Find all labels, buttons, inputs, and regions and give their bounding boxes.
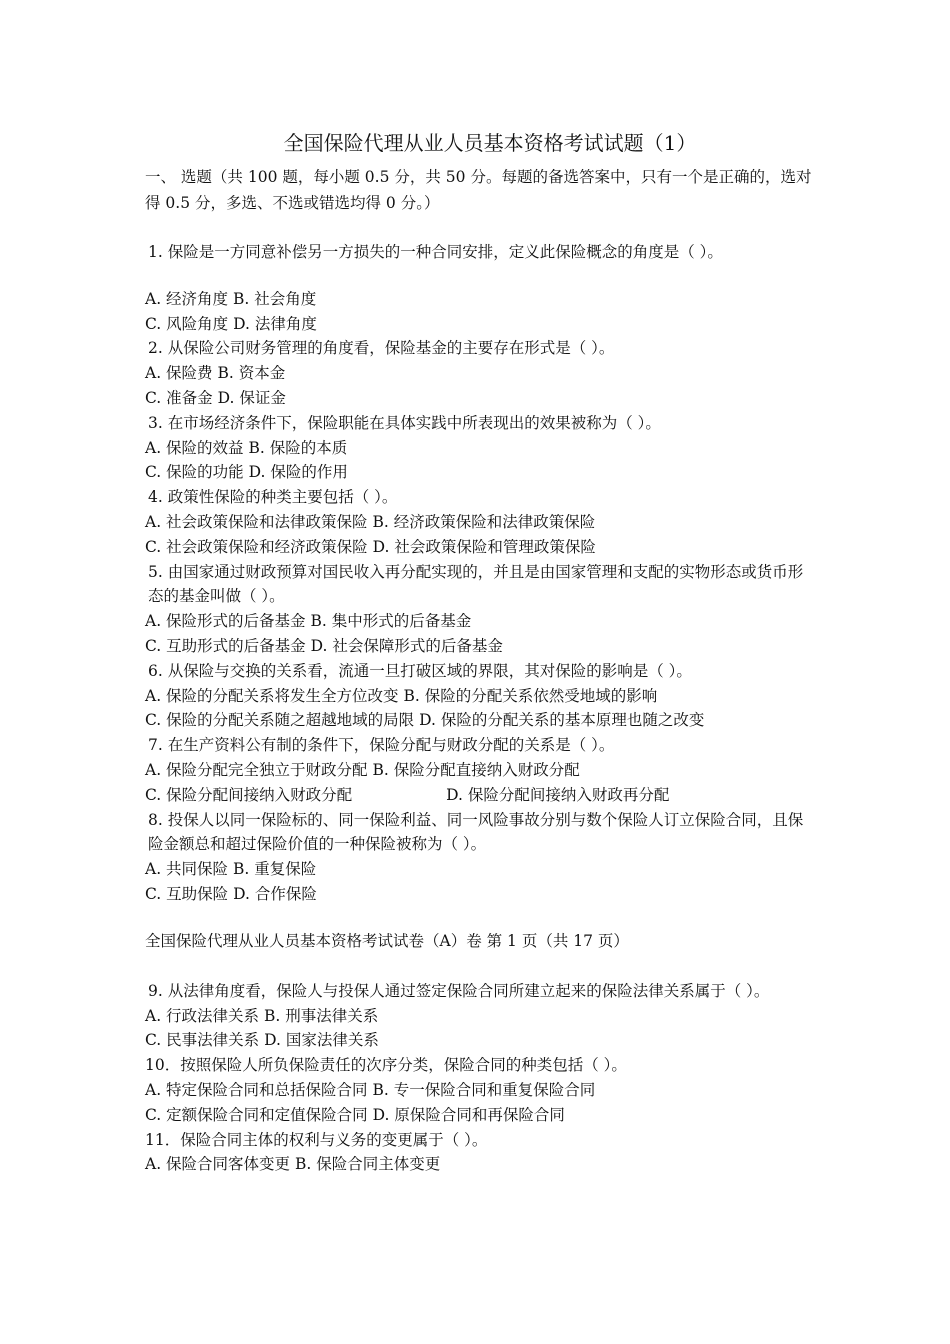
options-8a: A. 共同保险 B. 重复保险 — [145, 860, 317, 879]
options-6a: A. 保险的分配关系将发生全方位改变 B. 保险的分配关系依然受地域的影响 — [145, 686, 658, 705]
options-5a: A. 保险形式的后备基金 B. 集中形式的后备基金 — [145, 612, 472, 631]
page-footer: 全国保险代理从业人员基本资格考试试卷（A）卷 第 1 页（共 17 页） — [145, 931, 629, 950]
question-1: 1. 保险是一方同意补偿另一方损失的一种合同安排，定义此保险概念的角度是（ ）。 — [148, 243, 723, 261]
options-6b: C. 保险的分配关系随之超越地域的局限 D. 保险的分配关系的基本原理也随之改变 — [145, 711, 705, 730]
question-11: 11．保险合同主体的权利与义务的变更属于（ ）。 — [145, 1130, 488, 1149]
options-7a: A. 保险分配完全独立于财政分配 B. 保险分配直接纳入财政分配 — [145, 760, 580, 779]
option-7c: C. 保险分配间接纳入财政分配 — [145, 785, 353, 804]
options-1a: A. 经济角度 B. 社会角度 — [145, 289, 317, 308]
question-9: 9. 从法律角度看，保险人与投保人通过签定保险合同所建立起来的保险法律关系属于（ ）。 — [148, 981, 770, 1000]
question-4: 4. 政策性保险的种类主要包括（ ）。 — [148, 488, 398, 507]
options-4a: A. 社会政策保险和法律政策保险 B. 经济政策保险和法律政策保险 — [145, 512, 596, 531]
options-2a: A. 保险费 B. 资本金 — [145, 364, 286, 383]
question-10: 10．按照保险人所负保险责任的次序分类，保险合同的种类包括（ ）。 — [145, 1056, 627, 1075]
option-7d: D. 保险分配间接纳入财政再分配 — [446, 785, 670, 804]
question-5: 5. 由国家通过财政预算对国民收入再分配实现的，并且是由国家管理和支配的实物形态或货币形态的基金叫做（ ）。 — [148, 562, 804, 606]
options-10b: C. 定额保险合同和定值保险合同 D. 原保险合同和再保险合同 — [145, 1105, 565, 1124]
question-8: 8. 投保人以同一保险标的、同一保险利益、同一风险事故分别与数个保险人订立保险合同，且保险金额总和超过保险价值的一种保险被称为（ ）。 — [148, 810, 804, 854]
options-9a: A. 行政法律关系 B. 刑事法律关系 — [145, 1006, 379, 1025]
section-intro: 一、 选题（共 100 题，每小题 0.5 分，共 50 分。每题的备选答案中，只有一个是正确的，选对得 0.5 分，多选、不选或错选均得 0 分。） — [145, 168, 812, 212]
options-3a: A. 保险的效益 B. 保险的本质 — [145, 438, 348, 457]
page-title: 全国保险代理从业人员基本资格考试试题（1） — [283, 131, 697, 155]
options-11a: A. 保险合同客体变更 B. 保险合同主体变更 — [145, 1155, 441, 1174]
options-4b: C. 社会政策保险和经济政策保险 D. 社会政策保险和管理政策保险 — [145, 537, 596, 556]
question-7: 7. 在生产资料公有制的条件下，保险分配与财政分配的关系是（ ）。 — [148, 736, 615, 755]
question-2: 2. 从保险公司财务管理的角度看，保险基金的主要存在形式是（ ）。 — [148, 339, 615, 358]
document-page — [145, 130, 815, 1177]
options-7b — [145, 783, 815, 808]
options-1b: C. 风险角度 D. 法律角度 — [145, 314, 317, 333]
options-9b: C. 民事法律关系 D. 国家法律关系 — [145, 1031, 379, 1050]
options-2b: C. 准备金 D. 保证金 — [145, 388, 286, 407]
options-3b: C. 保险的功能 D. 保险的作用 — [145, 463, 348, 482]
question-6: 6. 从保险与交换的关系看，流通一旦打破区域的界限，其对保险的影响是（ ）。 — [148, 661, 692, 680]
options-10a: A. 特定保险合同和总括保险合同 B. 专一保险合同和重复保险合同 — [145, 1080, 596, 1099]
options-8b: C. 互助保险 D. 合作保险 — [145, 884, 317, 903]
question-3: 3. 在市场经济条件下，保险职能在具体实践中所表现出的效果被称为（ ）。 — [148, 413, 661, 432]
options-5b: C. 互助形式的后备基金 D. 社会保障形式的后备基金 — [145, 636, 503, 655]
